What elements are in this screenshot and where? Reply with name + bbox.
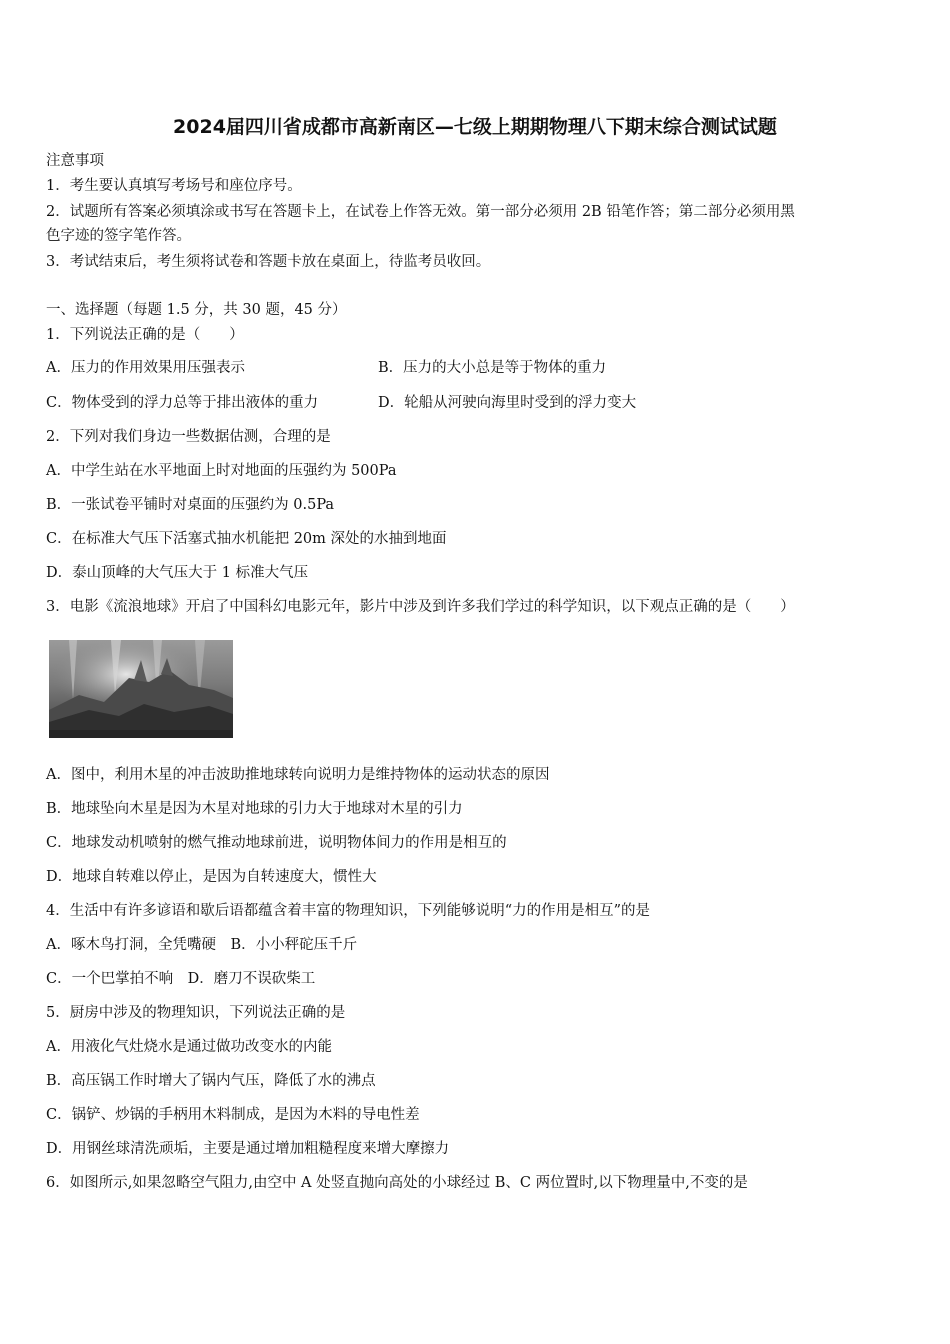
q4-options-cd: C．一个巴掌拍不响 D．磨刀不误砍柴工 [46, 971, 316, 987]
q1-option-b: B．压力的大小总是等于物体的重力 [378, 360, 607, 376]
q2-option-c: C．在标准大气压下活塞式抽水机能把 20m 深处的水抽到地面 [46, 531, 447, 547]
q6-stem: 6．如图所示,如果忽略空气阻力,由空中 A 处竖直抛向高处的小球经过 B、C 两位置时,以下物理量中,不变的是 [46, 1175, 748, 1191]
q2-stem: 2．下列对我们身边一些数据估测，合理的是 [46, 429, 331, 445]
notice-item-1: 1．考生要认真填写考场号和座位序号。 [46, 178, 302, 194]
q4-stem: 4．生活中有许多谚语和歇后语都蕴含着丰富的物理知识，下列能够说明“力的作用是相互”的是 [46, 903, 651, 919]
q3-option-d: D．地球自转难以停止，是因为自转速度大，惯性大 [46, 869, 377, 885]
q5-option-b: B．高压锅工作时增大了锅内气压，降低了水的沸点 [46, 1073, 376, 1089]
q1-option-c: C．物体受到的浮力总等于排出液体的重力 [46, 395, 319, 411]
wandering-earth-image [49, 640, 233, 738]
q1-option-d: D．轮船从河驶向海里时受到的浮力变大 [378, 395, 637, 411]
page-title: 2024届四川省成都市高新南区—七级上期期物理八下期末综合测试试题 [173, 116, 777, 138]
notice-heading: 注意事项 [46, 153, 104, 169]
notice-item-2: 2．试题所有答案必须填涂或书写在答题卡上，在试卷上作答无效。第一部分必须用 2B 铅笔作答；第二部分必须用黑 [46, 204, 795, 220]
notice-item-2-cont: 色字迹的签字笔作答。 [46, 228, 191, 244]
q2-option-d: D．泰山顶峰的大气压大于 1 标准大气压 [46, 565, 309, 581]
q3-stem: 3．电影《流浪地球》开启了中国科幻电影元年，影片中涉及到许多我们学过的科学知识，以下观点正确的是（ ） [46, 599, 795, 615]
q3-option-a: A．图中，利用木星的冲击波助推地球转向说明力是维持物体的运动状态的原因 [46, 767, 550, 783]
movie-still-graphic [49, 640, 233, 738]
section-heading: 一、选择题（每题 1.5 分，共 30 题，45 分） [46, 302, 347, 318]
notice-item-3: 3．考试结束后，考生须将试卷和答题卡放在桌面上，待监考员收回。 [46, 254, 491, 270]
q2-option-a: A．中学生站在水平地面上时对地面的压强约为 500Pa [46, 463, 397, 479]
q2-option-b: B．一张试卷平铺时对桌面的压强约为 0.5Pa [46, 497, 335, 513]
q1-stem: 1．下列说法正确的是（ ） [46, 327, 244, 343]
q3-option-b: B．地球坠向木星是因为木星对地球的引力大于地球对木星的引力 [46, 801, 463, 817]
q1-option-a: A．压力的作用效果用压强表示 [46, 360, 245, 376]
q5-option-c: C．锅铲、炒锅的手柄用木料制成，是因为木料的导电性差 [46, 1107, 420, 1123]
q5-option-a: A．用液化气灶烧水是通过做功改变水的内能 [46, 1039, 332, 1055]
q5-stem: 5．厨房中涉及的物理知识，下列说法正确的是 [46, 1005, 346, 1021]
q5-option-d: D．用钢丝球清洗顽垢，主要是通过增加粗糙程度来增大摩擦力 [46, 1141, 450, 1157]
q3-option-c: C．地球发动机喷射的燃气推动地球前进，说明物体间力的作用是相互的 [46, 835, 507, 851]
q4-options-ab: A．啄木鸟打洞，全凭嘴硬 B．小小秤砣压千斤 [46, 937, 358, 953]
